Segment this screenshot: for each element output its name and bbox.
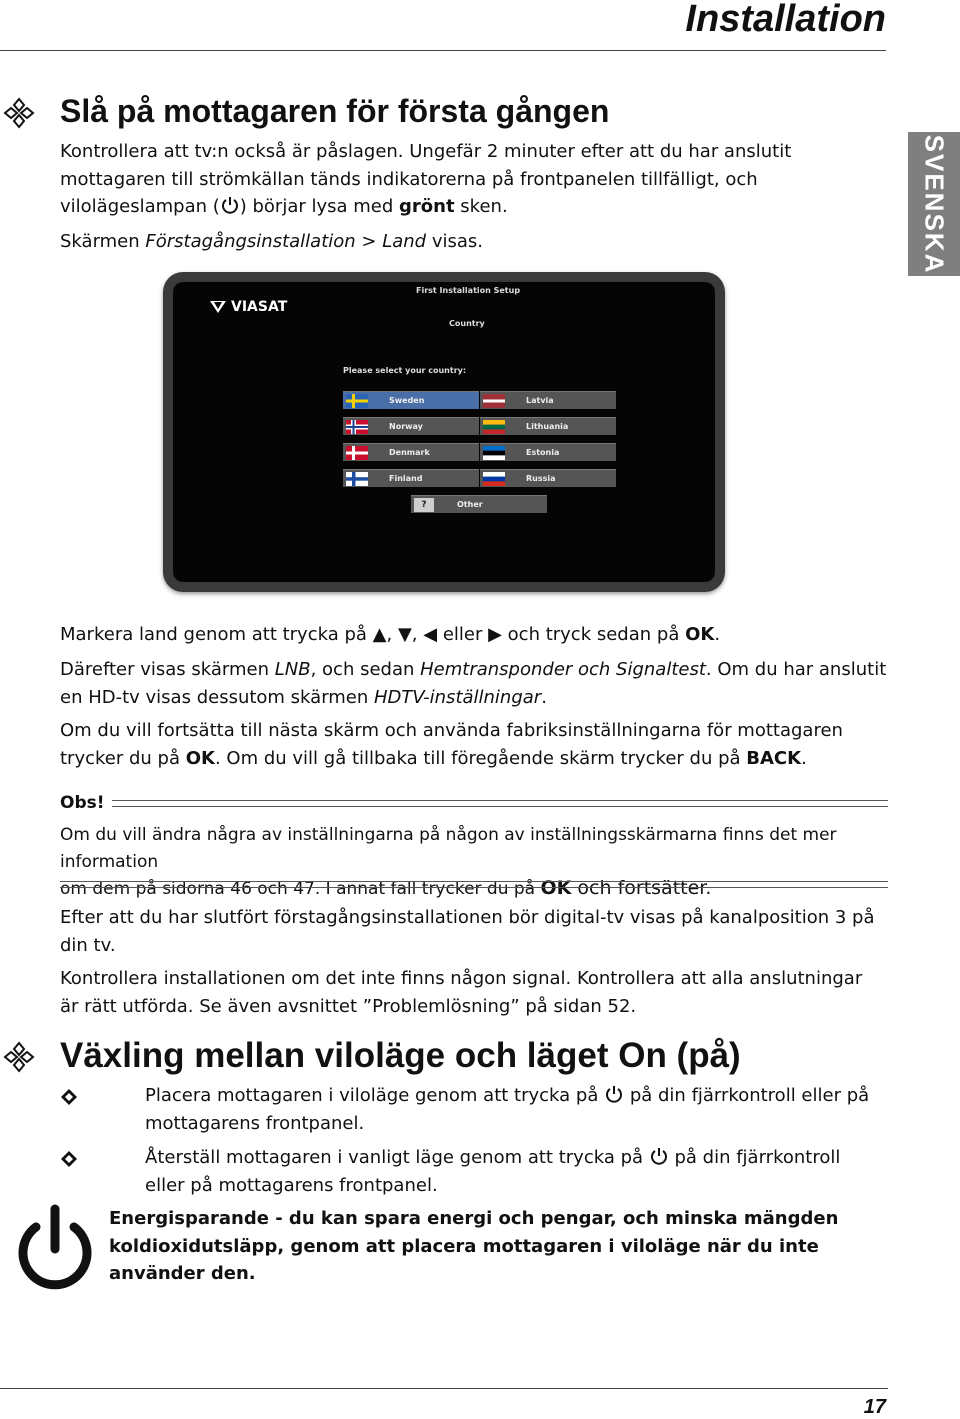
after-install-paragraph: [60, 904, 920, 959]
navigate-sep: ,: [386, 624, 398, 645]
viasat-logo-text: VIASAT: [231, 299, 288, 315]
country-option-lithuania[interactable]: [480, 417, 616, 435]
next-screens-c: . Om du har anslutit: [705, 659, 887, 680]
country-option-latvia[interactable]: [480, 391, 616, 409]
bullet-standby-a: Placera mottagaren i viloläge genom att trycka på: [145, 1085, 605, 1106]
ok-key-label: OK: [540, 877, 572, 899]
after-install-line-2: din tv.: [60, 934, 116, 956]
country-option-other[interactable]: [411, 495, 547, 513]
country-option-estonia[interactable]: [480, 443, 616, 461]
navigate-paragraph: [60, 621, 920, 649]
section-heading-standby: Växling mellan viloläge och läget On (på): [60, 1036, 741, 1075]
continue-paragraph: [60, 717, 920, 772]
country-label: Latvia: [526, 396, 554, 405]
country-option-finland[interactable]: [343, 469, 479, 487]
bullet-standby-line-2: mottagarens frontpanel.: [145, 1112, 365, 1134]
lithuania-flag-icon: [483, 420, 505, 434]
bullet-standby-line-1: [145, 1082, 905, 1110]
screen-name-country: Land: [382, 231, 427, 252]
screen-shown-b: >: [355, 231, 383, 252]
country-label: Norway: [389, 422, 423, 431]
note-text: [60, 822, 920, 903]
country-option-denmark[interactable]: [343, 443, 479, 461]
intro-line-2: mottagaren till strömkällan tänds indikatorerna på frontpanelen tillfälligt, och: [60, 168, 758, 190]
page-number: 17: [863, 1396, 886, 1418]
left-arrow-icon: ◀: [423, 624, 438, 645]
note-top-rule: [112, 800, 888, 807]
no-signal-paragraph: [60, 965, 920, 1020]
bullet-resume-a: Återställ mottagaren i vanligt läge genom att trycka på: [145, 1147, 649, 1168]
country-label: Russia: [526, 474, 556, 483]
note-line-2-b: och fortsätter.: [571, 877, 712, 899]
next-screens-e: .: [541, 686, 547, 708]
bullet-standby: [145, 1082, 905, 1137]
note-label: Obs!: [60, 793, 105, 813]
right-arrow-icon: ▶: [488, 624, 502, 645]
intro-green-word: grönt: [399, 196, 455, 217]
tv-screenshot: [163, 272, 725, 592]
large-power-icon: [14, 1203, 96, 1295]
next-screens-a: Därefter visas skärmen: [60, 659, 275, 680]
next-screens-line-1: [60, 656, 920, 684]
tv-country-subtitle: Country: [449, 319, 485, 328]
screen-name-hdtv: HDTV-inställningar: [374, 686, 542, 708]
navigate-sep: ,: [411, 624, 424, 645]
denmark-flag-icon: [346, 446, 368, 460]
estonia-flag-icon: [483, 446, 505, 460]
tv-screen: [173, 282, 715, 582]
language-side-tab: [908, 132, 960, 276]
next-screens-d: en HD-tv visas dessutom skärmen: [60, 686, 375, 708]
country-option-norway[interactable]: [343, 417, 479, 435]
sweden-flag-icon: [346, 394, 368, 408]
next-screens-line-2: [60, 684, 920, 712]
navigate-or: eller: [437, 624, 489, 645]
intro-line-3-c: sken.: [454, 196, 508, 217]
note-line-2: [60, 875, 920, 903]
question-mark-icon: ?: [414, 498, 434, 512]
bullet-resume-b: på din fjärrkontroll: [668, 1147, 841, 1168]
page-header-title: Installation: [685, 0, 886, 40]
note-line-2-a: om dem på sidorna 46 och 47. I annat fall trycker du på: [60, 879, 541, 899]
bullet-resume-line-1: [145, 1144, 905, 1172]
screen-shown-c: visas.: [426, 231, 484, 252]
continue-b: . Om du vill gå tillbaka till föregående skärm trycker du på: [214, 747, 747, 769]
no-signal-line-1: Kontrollera installationen om det inte finns någon signal. Kontrollera att alla anslutningar: [60, 968, 863, 989]
eco-line-3: använder den.: [109, 1263, 256, 1284]
intro-line-3: [60, 193, 880, 221]
diamond-small-bullet-icon: [60, 1088, 78, 1106]
power-icon: [220, 195, 240, 215]
screen-name-signal-test: Hemtransponder och Signaltest: [420, 659, 706, 680]
note-bottom-rule: [60, 881, 888, 888]
continue-line-1: Om du vill fortsätta till nästa skärm och använda fabriksinställningarna för mottagaren: [60, 720, 843, 741]
intro-line-3-b: ) börjar lysa med: [239, 196, 400, 217]
back-key-label: BACK: [746, 747, 802, 769]
bullet-resume-line-2: eller på mottagarens frontpanel.: [145, 1174, 438, 1196]
footer-rule: [0, 1388, 888, 1389]
screen-name-lnb: LNB: [274, 659, 311, 680]
viasat-logo-icon: [209, 299, 227, 315]
note-line-1: Om du vill ändra några av inställningarna på någon av inställningsskärmarna finns det mer information: [60, 825, 837, 872]
header-rule: [0, 50, 886, 51]
country-option-russia[interactable]: [480, 469, 616, 487]
diamond-bullet-icon: [2, 96, 36, 130]
next-screens-b: , och sedan: [310, 659, 421, 680]
after-install-line-1: Efter att du har slutfört förstagångsinstallationen bör digital-tv visas på kanalposition 3 på: [60, 907, 875, 928]
norway-flag-icon: [346, 420, 368, 434]
down-arrow-icon: ▼: [397, 624, 412, 645]
intro-line-3-a: vilolägeslampan (: [60, 196, 220, 217]
section-heading-first-start: Slå på mottagaren för första gången: [60, 93, 610, 129]
power-icon: [649, 1146, 669, 1166]
continue-a: trycker du på: [60, 747, 186, 769]
language-side-tab-label: SVENSKA: [919, 134, 950, 274]
screen-shown-paragraph: [60, 228, 483, 256]
eco-note: [109, 1205, 909, 1288]
continue-line-2: [60, 745, 920, 773]
navigate-b: och tryck sedan på: [501, 624, 686, 645]
navigate-a: Markera land genom att trycka på: [60, 624, 373, 645]
latvia-flag-icon: [483, 394, 505, 408]
next-screens-paragraph: [60, 656, 920, 711]
country-label: Sweden: [389, 396, 425, 405]
country-label: Estonia: [526, 448, 560, 457]
screen-name-first-install: Förstagångsinstallation: [145, 231, 356, 252]
country-label: Finland: [389, 474, 423, 483]
bullet-standby-b: på din fjärrkontroll eller på: [624, 1085, 870, 1106]
eco-line-1: Energisparande - du kan spara energi och pengar, och minska mängden: [109, 1208, 839, 1229]
diamond-small-bullet-icon: [60, 1150, 78, 1168]
country-label: Other: [457, 500, 483, 509]
intro-line-1: Kontrollera att tv:n också är påslagen. Ungefär 2 minuter efter att du har anslutit: [60, 141, 792, 162]
ok-key-label: OK: [185, 747, 215, 769]
intro-paragraph: [60, 138, 880, 221]
eco-line-2: koldioxidutsläpp, genom att placera mottagaren i viloläge när du inte: [109, 1235, 819, 1257]
no-signal-line-2: är rätt utförda. Se även avsnittet ”Problemlösning” på sidan 52.: [60, 995, 637, 1017]
russia-flag-icon: [483, 472, 505, 486]
country-label: Lithuania: [526, 422, 569, 431]
continue-c: .: [801, 747, 807, 769]
ok-key-label: OK: [685, 624, 715, 645]
finland-flag-icon: [346, 472, 368, 486]
diamond-bullet-icon: [2, 1040, 36, 1074]
country-label: Denmark: [389, 448, 430, 457]
screen-shown-a: Skärmen: [60, 231, 146, 252]
navigate-c: .: [714, 624, 721, 645]
tv-select-prompt: Please select your country:: [343, 366, 467, 375]
country-option-sweden[interactable]: [343, 391, 479, 409]
tv-setup-title: First Installation Setup: [416, 286, 521, 295]
power-icon: [604, 1084, 624, 1104]
up-arrow-icon: ▲: [372, 624, 387, 645]
bullet-resume: [145, 1144, 905, 1199]
